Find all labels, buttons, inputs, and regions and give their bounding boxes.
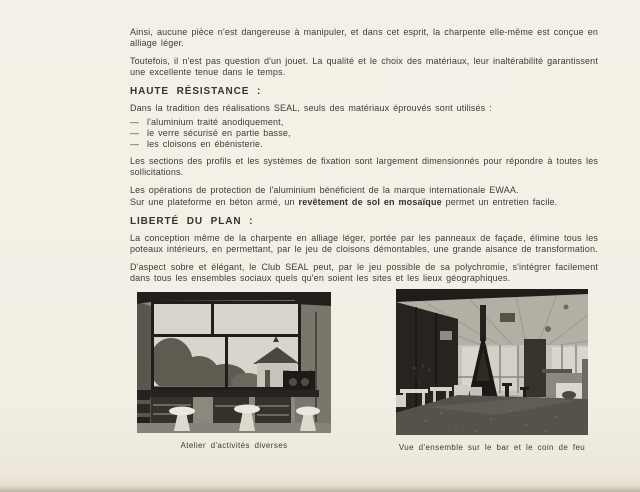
- figure-atelier: [137, 292, 331, 450]
- list-item-aluminium: [130, 117, 598, 128]
- left-wall: [137, 302, 151, 432]
- ceiling-speaker: [500, 313, 515, 322]
- list-item-text: le verre sécurisé en partie basse,: [147, 128, 291, 138]
- photo-atelier: [137, 292, 331, 433]
- intro-paragraph-2: Toutefois, il n'est pas question d'un jouet. La qualité et le choix des matériaux, leur inaltérabilité garantissent une excellente tenue dans le temps.: [130, 56, 598, 77]
- page-edge-shadow: [0, 485, 640, 492]
- list-item-cloisons: [130, 139, 598, 150]
- paragraph-conception: La conception même de la charpente en alliage léger, portée par les panneaux de façade, élimine tous les poteaux intérieurs, en permettant, par le jeu de cloisons démontables, une grande aisance de transformation.: [130, 233, 598, 254]
- list-item-dash: —: [130, 117, 140, 127]
- paragraph-sections: Les sections des profils et les systèmes de fixation sont largement dimensionnés pour répondre à toutes les sollicitations.: [130, 156, 598, 177]
- list-item-text: l'aluminium traité anodiquement,: [147, 117, 284, 127]
- list-item-text: les cloisons en ébénisterie.: [147, 139, 263, 149]
- revetement-suffix: permet un entretien facile.: [441, 197, 558, 207]
- haute-resistance-lead: Dans la tradition des réalisations SEAL, seuls des matériaux éprouvés sont utilisés :: [130, 103, 492, 113]
- section-heading-liberte-du-plan: LIBERTÉ DU PLAN :: [130, 216, 254, 227]
- list-item-dash: —: [130, 128, 140, 138]
- materials-list: [130, 117, 598, 150]
- figure-caption: Vue d'ensemble sur le bar et le coin de feu: [398, 443, 586, 452]
- section-heading-haute-resistance: HAUTE RÉSISTANCE :: [130, 86, 262, 97]
- paragraph-aspect: D'aspect sobre et élégant, le Club SEAL peut, par le jeu possible de sa polychromie, s'intégrer facilement dans tous les ensembles sociaux quels qu'en soient les sites et les lieux géographiques.: [130, 262, 598, 283]
- window: [149, 301, 301, 392]
- revetement-prefix: Sur une plateforme en béton armé, un: [130, 197, 299, 207]
- figure-bar: [396, 289, 588, 452]
- paragraph-ewaa: Les opérations de protection de l'aluminium bénéficient de la marque internationale EWAA.: [130, 185, 519, 195]
- list-item-verre: [130, 128, 598, 139]
- intro-paragraph-1: Ainsi, aucune pièce n'est dangereuse à manipuler, et dans cet esprit, la charpente elle-même est conçue en alliage léger.: [130, 27, 598, 48]
- list-item-dash: —: [130, 139, 140, 149]
- ceiling-light: [564, 305, 569, 310]
- paragraph-revetement: [130, 197, 598, 208]
- photo-bar: [396, 289, 588, 435]
- ceiling-light: [545, 326, 551, 332]
- text-column: [130, 27, 598, 291]
- figure-caption: Atelier d'activités diverses: [180, 441, 288, 450]
- revetement-bold: revêtement de sol en mosaïque: [298, 197, 442, 207]
